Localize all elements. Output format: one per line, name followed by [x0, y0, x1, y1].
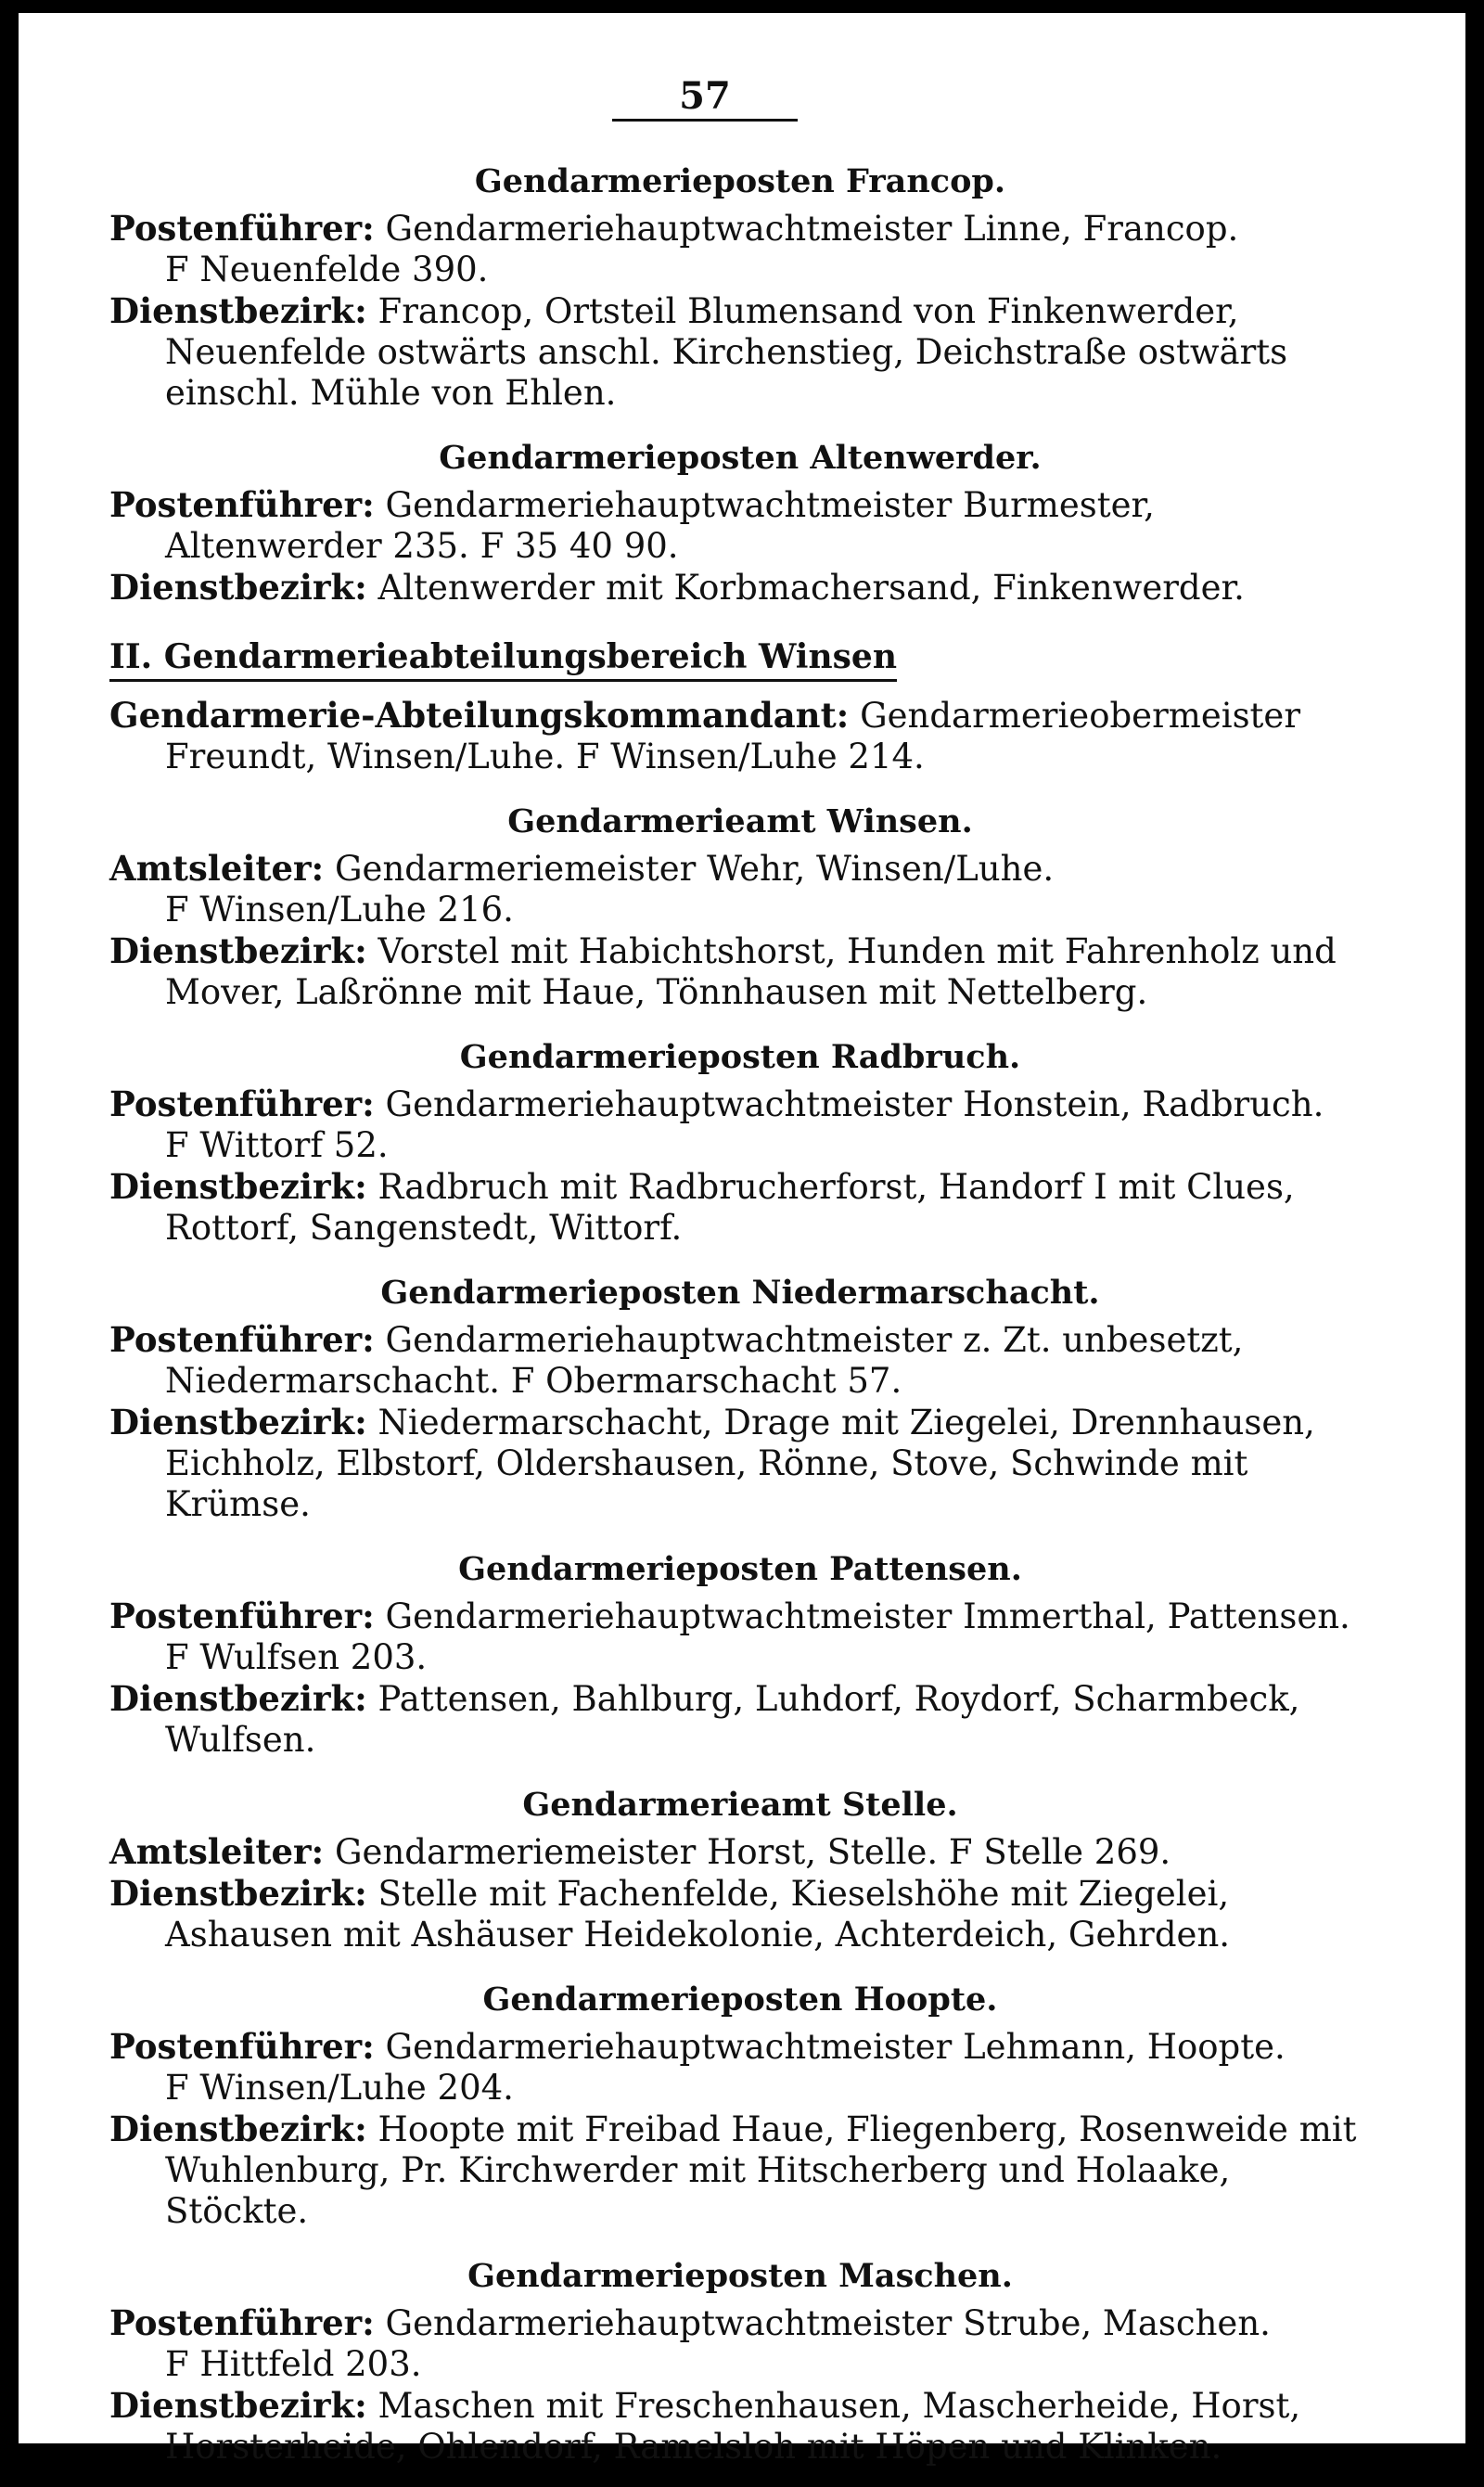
field-value: Maschen mit Freschenhausen, Mascherheide, Horst, Horsterheide, Ohlendorf, Ramelsloh mit Höpen und Klinken.	[165, 2386, 1301, 2467]
field-value: Stelle mit Fachenfelde, Kieselshöhe mit Ziegelei, Ashausen mit Ashäuser Heidekolonie, Achterdeich, Gehrden.	[165, 1874, 1231, 1955]
field-value: Gendarmeriemeister Wehr, Winsen/Luhe.	[334, 849, 1055, 889]
field-value: Gendarmeriehauptwachtmeister Linne, Francop.	[385, 209, 1239, 249]
entry-heading: Gendarmerieposten Pattensen.	[458, 1550, 1022, 1588]
entry-block	[109, 1037, 1371, 1249]
field-value: Gendarmeriemeister Horst, Stelle. F Stelle 269.	[334, 1832, 1171, 1872]
entry-block	[109, 1273, 1371, 1525]
field-label: Gendarmerie-Abteilungskommandant:	[109, 695, 850, 736]
entry-line	[109, 1083, 1371, 1125]
phone-line: F Wulfsen 203.	[165, 1637, 428, 1677]
entry-block	[109, 1980, 1371, 2232]
entry-heading: Gendarmerieamt Winsen.	[507, 802, 973, 840]
entry-block	[109, 161, 1371, 414]
entry-line	[109, 208, 1371, 250]
entry-block	[109, 801, 1371, 1013]
field-label: Dienstbezirk:	[109, 930, 367, 971]
field-label: Dienstbezirk:	[109, 1873, 367, 1914]
section-heading: II. Gendarmerieabteilungsbereich Winsen	[109, 636, 897, 682]
field-value: Francop, Ortsteil Blumensand von Finkenwerder, Neuenfelde ostwärts anschl. Kirchenstieg, Deichstraße ostwärts einschl. Mühle von Ehlen.	[165, 291, 1288, 413]
field-label: Postenführer:	[109, 1083, 375, 1124]
entry-line	[109, 848, 1371, 890]
field-label: Postenführer:	[109, 1596, 375, 1636]
entry-line	[109, 2385, 1371, 2468]
entry-line	[109, 2026, 1371, 2068]
phone-line: F Winsen/Luhe 216.	[165, 890, 514, 929]
entry-line	[109, 1166, 1371, 1249]
entry-heading: Gendarmerieposten Hoopte.	[482, 1981, 998, 2019]
phone-line: F Wittorf 52.	[165, 1125, 389, 1165]
field-value: Altenwerder mit Korbmachersand, Finkenwerder.	[377, 568, 1245, 608]
entry-line	[109, 1678, 1371, 1761]
entry-line	[109, 1402, 1371, 1525]
document-page	[19, 13, 1465, 2467]
entry-heading: Gendarmerieposten Maschen.	[467, 2257, 1013, 2295]
entry-line	[109, 695, 1371, 777]
entry-line	[109, 290, 1371, 414]
page-number-rule	[612, 119, 798, 122]
field-label: Postenführer:	[109, 1319, 375, 1360]
field-label: Postenführer:	[109, 208, 375, 249]
entry-block	[109, 609, 1371, 777]
field-value: Gendarmeriehauptwachtmeister Immerthal, Pattensen.	[385, 1596, 1350, 1636]
field-label: Amtsleiter:	[109, 1831, 325, 1872]
field-label: Dienstbezirk:	[109, 2109, 367, 2149]
entry-line	[109, 1319, 1371, 1402]
field-value: Hoopte mit Freibad Haue, Fliegenberg, Rosenweide mit Wuhlenburg, Pr. Kirchwerder mit Hitscherberg und Holaake, Stöckte.	[165, 2109, 1357, 2231]
field-label: Dienstbezirk:	[109, 1678, 367, 1719]
field-label: Dienstbezirk:	[109, 567, 367, 608]
entry-line	[109, 2109, 1371, 2232]
field-label: Amtsleiter:	[109, 848, 325, 889]
field-label: Postenführer:	[109, 484, 375, 525]
field-value: Vorstel mit Habichtshorst, Hunden mit Fahrenholz und Mover, Laßrönne mit Haue, Tönnhausen mit Nettelberg.	[165, 931, 1337, 1012]
entry-heading: Gendarmerieposten Niedermarschacht.	[380, 1274, 1100, 1312]
field-value: Gendarmeriehauptwachtmeister Honstein, Radbruch.	[385, 1084, 1324, 1124]
page-content	[109, 161, 1371, 2468]
entry-line	[109, 2302, 1371, 2344]
entry-heading: Gendarmerieposten Francop.	[474, 162, 1006, 200]
entry-line	[109, 484, 1371, 567]
field-label: Dienstbezirk:	[109, 290, 367, 331]
entry-block	[109, 2256, 1371, 2468]
entry-block	[109, 438, 1371, 609]
field-label: Dienstbezirk:	[109, 2385, 367, 2426]
field-value: Pattensen, Bahlburg, Luhdorf, Roydorf, Scharmbeck, Wulfsen.	[165, 1679, 1300, 1760]
field-label: Postenführer:	[109, 2302, 375, 2343]
phone-line: F Neuenfelde 390.	[165, 250, 489, 289]
entry-line	[109, 567, 1371, 609]
phone-line: F Winsen/Luhe 204.	[165, 2068, 514, 2108]
entry-heading: Gendarmerieamt Stelle.	[522, 1786, 958, 1824]
entry-heading: Gendarmerieposten Altenwerder.	[439, 439, 1042, 477]
field-value: Radbruch mit Radbrucherforst, Handorf I mit Clues, Rottorf, Sangenstedt, Wittorf.	[165, 1167, 1295, 1248]
entry-line	[109, 930, 1371, 1013]
field-label: Dienstbezirk:	[109, 1166, 367, 1207]
field-value: Gendarmeriehauptwachtmeister z. Zt. unbesetzt, Niedermarschacht. F Obermarschacht 57.	[165, 1320, 1244, 1401]
entry-heading: Gendarmerieposten Radbruch.	[459, 1038, 1021, 1076]
field-value: Niedermarschacht, Drage mit Ziegelei, Drennhausen, Eichholz, Elbstorf, Oldershausen, Rönne, Stove, Schwinde mit Krümse.	[165, 1403, 1315, 1524]
entry-block	[109, 1549, 1371, 1761]
field-label: Dienstbezirk:	[109, 1402, 367, 1442]
field-value: Gendarmerieobermeister Freundt, Winsen/Luhe. F Winsen/Luhe 214.	[165, 696, 1301, 776]
field-value: Gendarmeriehauptwachtmeister Burmester, Altenwerder 235. F 35 40 90.	[165, 485, 1155, 566]
phone-line: F Hittfeld 203.	[165, 2344, 422, 2384]
field-value: Gendarmeriehauptwachtmeister Lehmann, Hoopte.	[385, 2027, 1286, 2067]
field-value: Gendarmeriehauptwachtmeister Strube, Maschen.	[385, 2303, 1271, 2343]
entry-line	[109, 1873, 1371, 1955]
entry-line	[109, 1831, 1371, 1873]
entry-block	[109, 1785, 1371, 1955]
page-number: 57	[679, 74, 731, 118]
field-label: Postenführer:	[109, 2026, 375, 2067]
entry-line	[109, 1596, 1371, 1637]
